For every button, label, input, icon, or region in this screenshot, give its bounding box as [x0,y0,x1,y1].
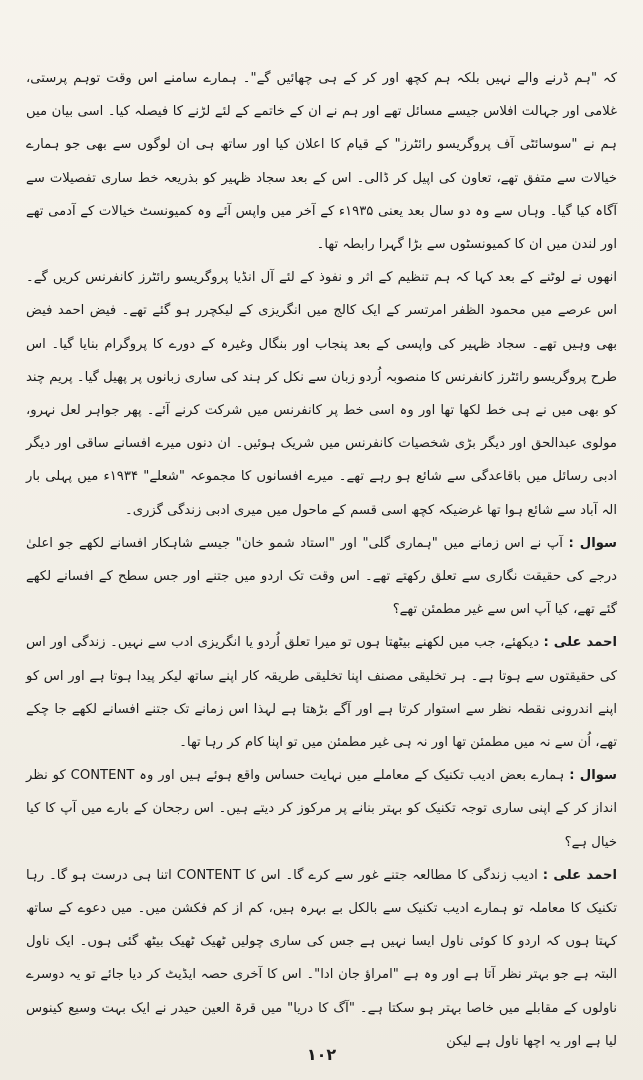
paragraph: انھوں نے لوٹنے کے بعد کہا کہ ہم تنظیم کے اثر و نفوذ کے لئے آل انڈیا پروگریسو رائٹرز کانفرنس کریں گے۔ اس عرصے میں محمود الظفر امرتسر کے ایک کالج میں انگریزی کے لیکچرر ہو گئے تھے۔ فیض احمد فیض بھی وہیں تھے۔ سجاد ظہیر کی واپسی کے بعد پنجاب اور بنگال وغیرہ کے دورے کا پروگرام بنایا گیا۔ اس طرح پروگریسو رائٹرز کانفرنس کا منصوبہ اُردو زبان سے نکل کر ہند کی ساری زبانوں پر پھیل گیا۔ پریم چند کو بھی میں نے ہی خط لکھا تھا اور وہ اسی خط پر کانفرنس میں شرکت کرنے آئے۔ پھر جواہر لعل نہرو، مولوی عبدالحق اور دیگر بڑی شخصیات کانفرنس میں شریک ہوئیں۔ ان دنوں میرے افسانے ساقی اور دیگر ادبی رسائل میں باقاعدگی سے شائع ہو رہے تھے۔ میرے افسانوں کا مجموعہ "شعلے" ۱۹۳۴ء میں پہلی بار الہ آباد سے شائع ہوا تھا غرضیکہ کچھ اسی قسم کے ماحول میں میری ادبی زندگی گزری۔ [26,270,617,518]
paragraph: کہ "ہم ڈرنے والے نہیں بلکہ ہم کچھ اور کر کے ہی چھائیں گے"۔ ہمارے سامنے اس وقت توہم پرستی، غلامی اور جہالت افلاس جیسے مسائل تھے اور ہم نے ان کے خاتمے کے لئے لڑنے کا فیصلہ کیا۔ اسی بیان میں ہم نے "سوسائٹی آف پروگریسو رائٹرز" کے قیام کا اعلان کیا اور ساتھ ہی ان لوگوں سے بھی جو ہمارے خیالات سے متفق تھے، تعاون کی اپیل کر ڈالی۔ اس کے بعد سجاد ظہیر کو بذریعہ خط ساری تفصیلات سے آگاہ کیا گیا۔ وہاں سے وہ دو سال بعد یعنی ۱۹۳۵ء کے آخر میں واپس آئے وہ کمیونسٹ خیالات کے آدمی تھے اور لندن میں ان کا کمیونسٹوں سے بڑا گہرا رابطہ تھا۔ [26,71,618,253]
qa-text: ہمارے بعض ادیب تکنیک کے معاملے میں نہایت حساس واقع ہوئے ہیں اور وہ CONTENT کو نظر انداز کر کے اپنی ساری توجہ تکنیک کو بہتر بنانے پر مرکوز کر دیتے ہیں۔ اس رجحان کے بارے میں آپ کا کیا خیال ہے؟ [26,768,617,850]
speaker-label: احمد علی : [543,635,617,651]
qa-entry [26,759,617,859]
qa-text: آپ نے اس زمانے میں "ہماری گلی" اور "استاد شمو خان" جیسے شاہکار افسانے لکھے جو اعلیٰ درجے کی حقیقت نگاری سے تعلق رکھتے تھے۔ اس وقت تک اردو میں جتنے اور جس سطح کے افسانے لکھے گئے تھے، کیا آپ اس سے غیر مطمئن تھے؟ [26,535,617,618]
speaker-label: سوال : [568,535,617,551]
qa-text: ادیب زندگی کا مطالعہ جتنے غور سے کرے گا۔ اس کا CONTENT اتنا ہی درست ہو گا۔ رہا تکنیک کا معاملہ تو ہمارے ادیب تکنیک سے بالکل بے بہرہ ہیں، کم از کم فکشن میں۔ میں دعوے کے ساتھ کہتا ہوں کہ اردو کا کوئی ناول ایسا نہیں ہے جس کی ساری چولیں ٹھیک ٹھیک بیٹھ گئی ہوں۔ ایک ناول البتہ ہے جو بہتر نظر آتا ہے اور وہ ہے "امراؤ جان ادا"۔ اس کا آخری حصہ ایڈیٹ کر دیا جائے تو یہ دوسرے ناولوں کے مقابلے میں خاصا بہتر ہو سکتا ہے۔ "آگ کا دریا" میں قرۃ العین حیدر نے ایک بہت وسیع کینوس لیا ہے اور یہ اچھا ناول ہے لیکن [26,867,617,1049]
speaker-label: احمد علی : [542,867,617,883]
page-number: ۱۰۲ [306,1045,337,1064]
qa-entry [26,527,617,627]
qa-text: دیکھئے، جب میں لکھنے بیٹھتا ہوں تو میرا تعلق اُردو یا انگریزی ادب سے نہیں۔ زندگی اور اس کی حقیقتوں سے ہوتا ہے۔ ہر تخلیقی مصنف اپنا تخلیقی طریقہ کار اپنے ساتھ لیکر پیدا ہوتا ہے اور اس کو اپنے اندرونی نقطہ نظر سے استوار کرتا ہے اور آگے بڑھتا ہے لہذا اس زمانے تک جتنے افسانے لکھے جا چکے تھے، اُن سے نہ میں مطمئن تھا اور نہ ہی غیر مطمئن میں تو اپنا کام کر رہا تھا۔ [26,635,617,751]
body-text [26,62,617,1058]
qa-entry [26,859,617,1058]
qa-entry [26,626,617,759]
speaker-label: سوال : [569,768,617,784]
